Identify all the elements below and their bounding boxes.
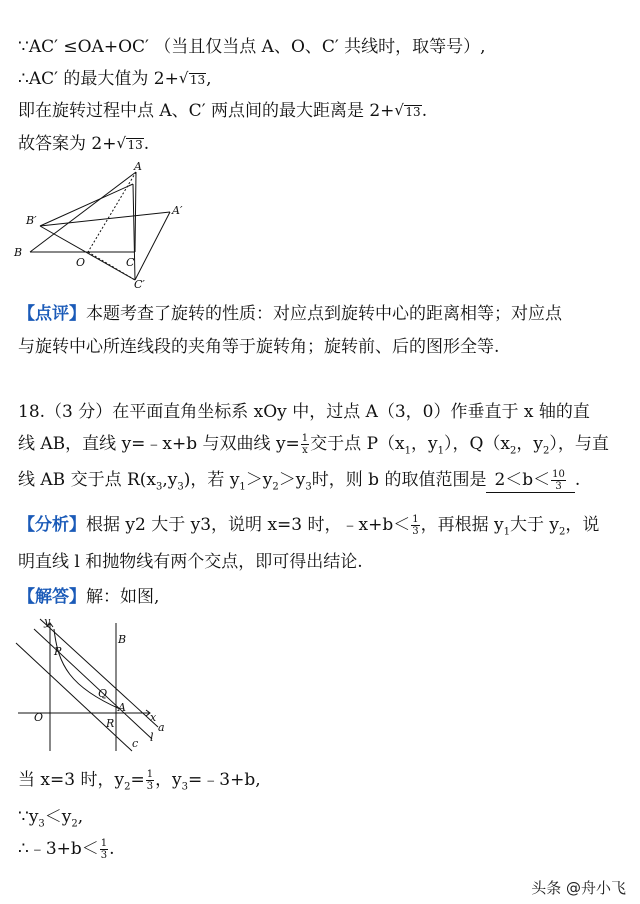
- text-line-4: 故答案为 2+√ 13.: [18, 133, 149, 155]
- label-C-prime: C′: [134, 278, 145, 290]
- comment-line-1: 【点评】本题考查了旋转的性质：对应点到旋转中心的距离相等；对应点: [18, 304, 562, 324]
- label-l: l: [150, 731, 154, 744]
- label-O: O: [76, 256, 86, 269]
- label-A-prime: A′: [172, 204, 183, 217]
- q18-line-1: 18.（3 分）在平面直角坐标系 xOy 中，过点 A（3，0）作垂直于 x 轴的直: [18, 402, 590, 422]
- label-B: B: [118, 633, 127, 646]
- label-O: O: [34, 711, 44, 724]
- watermark: 头条 @舟小飞: [531, 879, 626, 897]
- text-line-1: ∵AC′ ≤OA+OC′ （当且仅当点 A、O、C′ 共线时，取等号）,: [18, 37, 486, 57]
- label-a: a: [158, 721, 165, 734]
- solution-line-3: $\because y_3<y_2$,: [18, 807, 84, 830]
- label-c: c: [132, 737, 139, 750]
- fraction-1-over-3: $\frac{1}{3}$: [412, 514, 419, 537]
- label-P: P: [54, 645, 62, 658]
- coordinate-figure: [10, 615, 170, 755]
- solution-line-1: 【解答】解：如图,: [18, 587, 160, 607]
- label-B-prime: B′: [26, 214, 37, 227]
- text-line-3: 即在旋转过程中点 A、C′ 两点间的最大距离是 2+√ 13.: [18, 100, 427, 122]
- rotation-figure: [10, 160, 190, 290]
- analysis-line-1: 【分析】根据 y2 大于 y3，说明 x=3 时，﹣x+b＜ $\frac{1}{3}$ ，再根据 $y_1$大于 $y_2$，说: [18, 514, 600, 538]
- label-R: R: [106, 717, 115, 730]
- sqrt-13: √ 13: [180, 68, 206, 90]
- fraction-1-over-3: $\frac{1}{3}$: [100, 838, 108, 861]
- solution-line-2: 当 x=3 时，$y_2=$ $\frac{1}{3}$ ，$y_3=﹣3+b$,: [18, 769, 261, 793]
- label-A: A: [118, 701, 126, 714]
- q18-line-2: 线 AB，直线 y=﹣x+b 与双曲线 y= $\frac{1}{x}$ 交于点 $P(x_1$，$y_1$），$Q(x_2$，$y_2$），与直: [18, 433, 609, 457]
- solution-line-4: ∴﹣3+b＜ $\frac{1}{3}$ .: [18, 838, 115, 861]
- label-x: x: [150, 711, 157, 724]
- comment-line-2: 与旋转中心所连线段的夹角等于旋转角；旋转前、后的图形全等.: [18, 337, 500, 357]
- label-C: C: [126, 256, 135, 269]
- text-line-2: ∴AC′ 的最大值为 2+√ 13,: [18, 68, 212, 90]
- label-B: B: [14, 246, 23, 259]
- answer-blank: 2＜b＜ $\frac{10}{3}$: [486, 469, 574, 493]
- sqrt-13: √ 13: [117, 133, 143, 155]
- label-y: y: [44, 615, 51, 628]
- sqrt-13: √ 13: [395, 100, 421, 122]
- fraction-1-over-x: $\frac{1}{x}$: [301, 433, 309, 456]
- label-Q: Q: [98, 687, 108, 700]
- comment-tag: 【点评】: [18, 304, 86, 324]
- analysis-tag: 【分析】: [18, 515, 86, 535]
- fraction-10-over-3: $\frac{10}{3}$: [552, 469, 565, 492]
- solution-tag: 【解答】: [18, 587, 86, 607]
- fraction-1-over-3: $\frac{1}{3}$: [146, 769, 154, 792]
- analysis-line-2: 明直线 l 和抛物线有两个交点，即可得出结论.: [18, 552, 363, 572]
- label-A: A: [134, 160, 142, 173]
- q18-line-3: 线 AB 交于点 $R(x_3,y_3)$，若 $y_1>y_2>y_3$时，则 b 的取值范围是 2＜b＜ $\frac{10}{3}$ .: [18, 469, 581, 493]
